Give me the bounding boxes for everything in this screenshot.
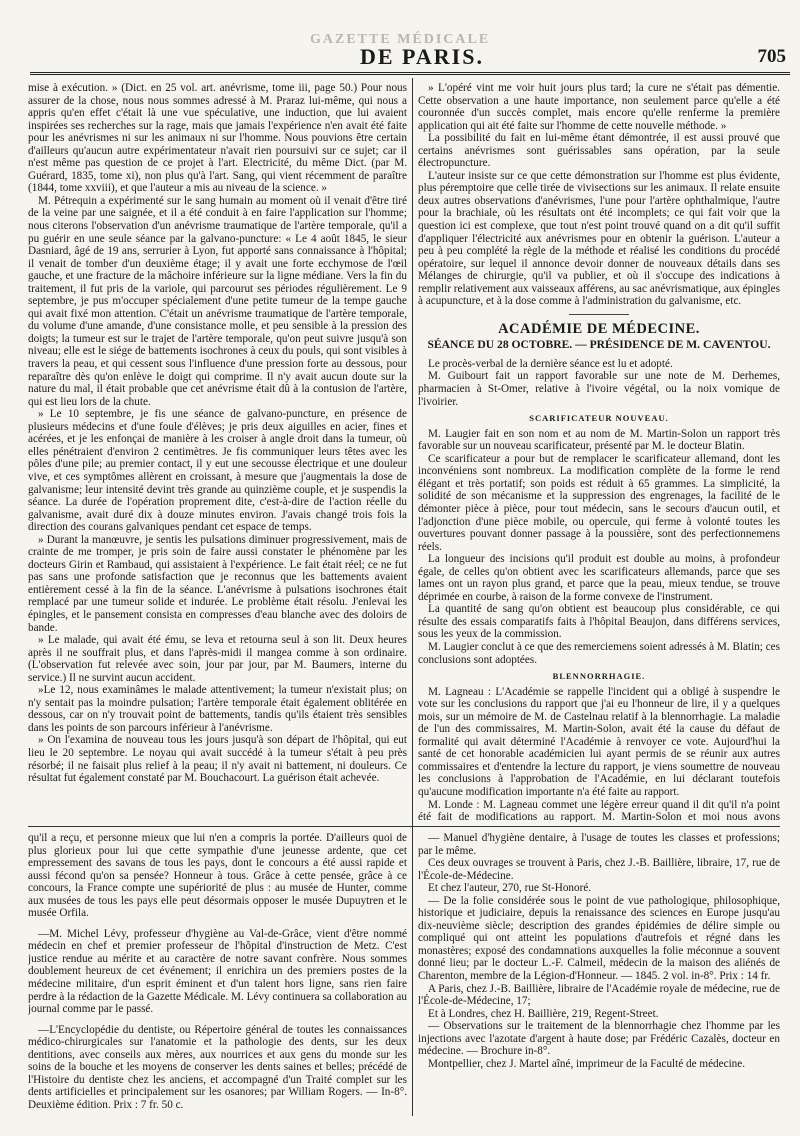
paragraph: Et à Londres, chez H. Baillière, 219, Regent-Street. [428, 1007, 659, 1020]
book-notice: — De la folie considérée sous le point de vue pathologique, philosophique, historique et judiciaire, depuis la renaissance des sciences en Europe jusqu'au dix-neuvième siècle; description des grandes épidémies de délire simple ou compliqué qui ont atteint les populations d'autrefois et régné dans les monastères; exposé des condamnations auxquelles la folie méconnue a souvent donné lieu; par le docteur L.-F. Calmeil, médecin de la maison des aliénés de Charenton, membre de la Légion-d'Honneur. — 1845. 2 vol. in-8°. Prix : 14 fr. [418, 894, 780, 983]
paragraph: » L'opéré vint me voir huit jours plus tard; la cure ne s'était pas démentie. Cette observation a une haute importance, non seulement parce qu'elle a été couronnée d'un succès complet, mais encore qu'elle renferme la première application qui ait été faite sur l'homme de cette nouvelle méthode. » [418, 82, 780, 132]
column-top-left [28, 82, 407, 822]
column-divider [412, 78, 413, 1116]
news-item: —M. Michel Lévy, professeur d'hygiène au Val-de-Grâce, vient d'être nommé médecin en chef et premier professeur de l'hôpital d'instruction de Metz. C'est justice rendue au mérite et au caractère de notre savant confrère. Nous sommes doublement heureux de cet événement; il enrichira un des premiers postes de la médecine militaire, d'un esprit éminent et d'un talent hors ligne, sans rien faire perdre à la rédaction de la Gazette Médicale. M. Lévy continuera sa collaboration au journal comme par le passé. [28, 927, 407, 1016]
bleed-through-title: GAZETTE MÉDICALE [310, 32, 491, 47]
paragraph: M. Londe : M. Lagneau commet une légère erreur quand il dit qu'il n'a point été fait de modifications au rapport. M. Martin-Solon et moi nous avons [418, 798, 780, 822]
paragraph: » Durant la manœuvre, je sentis les pulsations diminuer progressivement, mais de crainte de me tromper, je pris soin de faire aussi constater le phénomène par les docteurs Girin et Rambaud, qui assistaient à l'expérience. Le fait était réel; ce ne fut pas sans une profonde satisfaction que je reconnus que les battements avaient entièrement cessé à la fin de la séance. L'anévrisme à pulsations isochrones était remplacé par une tumeur solide et indurée. Le problème était résolu. J'enlevai les épingles, et le pansement consista en compresses d'eau blanche avec des doloirs de bande. [28, 533, 407, 634]
paragraph: » On l'examina de nouveau tous les jours jusqu'à son départ de l'hôpital, qui eut lieu le 20 septembre. Le noyau qui avait succédé à la tumeur s'était à peu près résorbé; il ne faisait plus relief à la peau; il n'y avait ni battement, ni douleurs. Ce résultat fut également constaté par M. Bouchacourt. La guérison était achevée. [28, 734, 407, 785]
paragraph: »Le 12, nous examinâmes le malade attentivement; la tumeur n'existait plus; on n'y sentait pas la moindre pulsation; l'artère temporale était également oblitérée en dessous, car on n'y trouvait point de battements, tandis qu'ils étaient très sensibles dans les points de son parcours inférieur à l'anévrisme. [28, 684, 407, 734]
column-top-right [418, 82, 780, 822]
subsection-heading: SCARIFICATEUR NOUVEAU. [529, 413, 669, 424]
subsection-heading: BLENNORRHAGIE. [552, 671, 646, 682]
paragraph: A Paris, chez J.-B. Baillière, libraire de l'Académie royale de médecine, rue de l'École-de-Médecine, 17; [418, 982, 780, 1008]
page-number: 705 [757, 46, 786, 67]
paragraph: M. Guibourt fait un rapport favorable sur une note de M. Derhemes, pharmacien à St-Omer, relative à l'ivoire végétal, ou la noix vomique de l'ivoirier. [418, 370, 780, 408]
paragraph: M. Pétrequin a expérimenté sur le sang humain au moment où il venait d'être tiré de la veine par une saignée, et il a été conduit à en faire l'application sur l'homme; nous citerons l'observation d'un anévrisme traumatique de l'artère temporale, qu'il a pu guérir en une seule séance par la galvano-puncture: « Le 4 août 1845, le sieur Dasniard, âgé de 19 ans, serrurier à Lyon, fut apporté sans connaissance à l'hôpital; il venait de tomber d'un deuxième étage; il y avait une forte ecchymose de l'œil gauche, et une fracture de la mâchoire inférieure sur la ligne médiane. Vers la fin du traitement, il fut pris de la variole, qui parcourut ses périodes régulièrement. Le 9 septembre, je pus m'occuper spécialement d'une petite tumeur de la tempe gauche qui avait fixé mon attention. C'était un anévrisme traumatique de l'artère temporale, du volume d'une amande, d'une consistance molle, et peu sensible à la pression des doigts; la tumeur est sur le trajet de l'artère temporale, qu'on peut suivre jusqu'à son niveau; elle est le siége de battements isochrones à ceux du pouls, qui sont visibles à travers la peau, et qui cessent sous l'influence d'une pression forte au dessous, pour reparaître dès qu'on enlève le doigt qui comprime. Il n'y avait aucun doute sur la nature du mal, il était probable que cet anévrisme était dû à la contusion de l'artère, qui est lieu lors de la chute. [28, 194, 407, 408]
book-notice: — Manuel d'hygiène dentaire, à l'usage de toutes les classes et professions; par le même. [418, 832, 780, 857]
page-header [30, 30, 790, 70]
paragraph: M. Lagneau : L'Académie se rappelle l'incident qui a obligé à suspendre le vote sur les conclusions du rapport que j'ai eu l'honneur de lire, il y a quelques mois, sur un mémoire de M. de Castelnau relatif à la blennorrhagie. La maladie de l'un des commissaires, M. Martin-Solon, avait été la cause du défaut de formalité qui avait déterminé l'Académie à renvoyer ce vote. Aujourd'hui la santé de cet honorable académicien lui ayant permis de se réunir aux autres commissaires et d'entendre la lecture du rapport, je viens soumettre de nouveau les conclusions à l'approbation de l'Académie, en lui déclarant toutefois qu'aucune modification importante n'a été faite au rapport. [418, 685, 780, 798]
paragraph: Ce scarificateur a pour but de remplacer le scarificateur allemand, dont les inconvéniens sont nombreux. La modification complète de la forme le rend élégant et très portatif; son poids est réduit à 65 grammes. La simplicité, la solidité de son mécanisme et la suppression des engrenages, la facilité de le démonter pièce à pièce, pour tout médecin, sans le secours d'aucun outil, et l'adjonction d'une pièce mobile, ou opercule, qui ferme à volonté toutes les ouvertures pouvant donner passage à la poussière, sont des perfectionnemens réels. [418, 452, 780, 553]
separator [569, 314, 629, 315]
paragraph: M. Laugier fait en son nom et au nom de M. Martin-Solon un rapport très favorable sur un nouveau scarificateur, présenté par M. le docteur Blatin. [418, 427, 780, 453]
paragraph: La longueur des incisions qu'il produit est double au moins, à profondeur égale, de celles qu'on obtient avec les scarificateurs allemands, parce que ses lames ont un rayon plus grand, et parce que la peau, mieux tendue, se trouve déprimée en courbe, à raison de la forme convexe de l'instrument. [418, 553, 780, 603]
paragraph: Montpellier, chez J. Martel aîné, imprimeur de la Faculté de médecine. [428, 1057, 746, 1070]
column-bottom-left [28, 832, 407, 1122]
masthead-title: DE PARIS. [360, 44, 484, 69]
book-notice: —L'Encyclopédie du dentiste, ou Répertoire général de toutes les connaissances médico-chirurgicales sur l'anatomie et la pathologie des dents, sur les deux dentitions, avec conseils aux mères, aux nourrices et aux gens du monde sur les soins de la bouche et les moyens de conserver les dents saines et belles; précédé de l'Histoire du dentiste chez les anciens, et accompagné d'un Traité complet sur les dents artificielles et principalement sur les osanores; par William Rogers. — In-8°. Deuxième édition. Prix : 7 fr. 50 c. [28, 1023, 407, 1111]
book-notice: — Observations sur le traitement de la blennorrhagie chez l'homme par les injections avec l'azotate d'argent à haute dose; par Frédéric Cazalès, docteur en médecine. — Brochure in-8°. [418, 1020, 780, 1058]
column-bottom-right [418, 832, 780, 1122]
paragraph: qu'il a reçu, et personne mieux que lui n'en a compris la portée. D'ailleurs quoi de plus glorieux pour lui que cette sympathie d'une jeunesse ardente, que cet empressement des savans de tous les pays, dont le concours a été aussi rapide et aussi fécond qu'on sa pensée? Honneur à tous. Grâce à cette pensée, grâce à ce concours, la France compte une supériorité de plus : au musée de Hunter, comme aux musées de tous les pays elle peut désormais opposer le musée Dupuytren et le musée Orfila. [28, 832, 407, 920]
section-divider [28, 826, 780, 827]
paragraph: Ces deux ouvrages se trouvent à Paris, chez J.-B. Baillière, libraire, 17, rue de l'École-de-Médecine. [418, 857, 780, 882]
paragraph: L'auteur insiste sur ce que cette démonstration sur l'homme est plus évidente, plus péremptoire que celle tirée de vivisections sur les animaux. Il relate ensuite deux autres observations d'anévrismes, l'une pour l'artère ophthalmique, l'autre pour la brachiale, où les résultats ont été incomplets; ce qui fait voir que la question ici est complexe, que tout n'est point trouvé quand on a dit qu'il suffit d'appliquer l'électricité aux anévrismes pour en obtenir la guérison. L'auteur a peu à peu complété la règle de la méthode et réalisé les conditions du procédé opératoire, sur lequel il annonce devoir donner de nouveaux détails dans ses Mélanges de chirurgie, qu'il va publier, et où il s'occupe des indications à remplir relativement aux vaisseaux afférens, au sac anévrismatique, aux épingles à acupuncture, et à la dose comme à l'administration du galvanisme, etc. [418, 169, 780, 308]
section-heading: ACADÉMIE DE MÉDECINE. [498, 320, 700, 337]
paragraph: M. Laugier conclut à ce que des remerciemens soient adressés à M. Blatin; ces conclusions sont adoptées. [418, 640, 780, 666]
paragraph: » Le malade, qui avait été ému, se leva et retourna seul à son lit. Deux heures après il ne souffrait plus, et dans l'après-midi il mangea comme à son ordinaire. (L'observation fut relevée avec soin, jour par jour, par M. Baumers, interne du service.) Il ne survint aucun accident. [28, 634, 407, 684]
paragraph: » Le 10 septembre, je fis une séance de galvano-puncture, en présence de plusieurs médecins et d'une foule d'élèves; je pris deux aiguilles en acier, fines et acérées, et je les enfonçai de manière à les croiser à angle droit dans la tumeur, où elles pénétraient d'environ 2 centimètres. Je fis communiquer leurs têtes avec les pôles d'une pile; au premier contact, il y eut une secousse électrique et une douleur vive, et ces symptômes allèrent en croissant, à mesure que j'augmentais la dose de galvanisme; leur intensité devint très grande au quinzième couple, et je suspendis la séance. La durée de l'opération proprement dite, c'est-à-dire de l'action réelle du galvanisme, avait duré dix à douze minutes environ. J'avais changé trois fois la direction des courans galvaniques pendant cet espace de temps. [28, 408, 407, 534]
paragraph: Et chez l'auteur, 270, rue St-Honoré. [428, 882, 592, 895]
paragraph: mise à exécution. » (Dict. en 25 vol. art. anévrisme, tome iii, page 50.) Pour nous assurer de la chose, nous nous sommes adressé à M. Praraz lui-même, qui nous a appris qu'en effet c'était là une vue spéculative, une induction, que lui avaient inspirées ses recherches sur la rage, mais que jamais l'expérience n'en avait été faite pour les anévrismes ni sur les animaux ni sur l'homme. Nous pouvions être certain d'ailleurs qu'aucun autre expérimentateur n'avait rien poursuivi sur ce sujet; car il n'est même pas question de ce projet à l'art. Electricité, du même Dict. (par M. Guérard, 1835, tome xi), non plus qu'à l'art. Sang, qui vient récemment de paraître (1844, tome xxviii), et que l'auteur a mis au niveau de la science. » [28, 82, 407, 195]
session-heading: SÉANCE DU 28 OCTOBRE. — PRÉSIDENCE DE M. CAVENTOU. [427, 338, 771, 352]
header-rule [30, 72, 790, 77]
paragraph: La possibilité du fait en lui-même étant démontrée, il est aussi prouvé que certains anévrismes sont guérissables sans opération, par la seule électropuncture. [418, 132, 780, 170]
paragraph: Le procès-verbal de la dernière séance est lu et adopté. [428, 357, 673, 370]
paragraph: La quantité de sang qu'on obtient est beaucoup plus considérable, ce qui résulte des essais comparatifs faits à l'hôpital Beaujon, dans différens services, sous les yeux de la commission. [418, 603, 780, 641]
